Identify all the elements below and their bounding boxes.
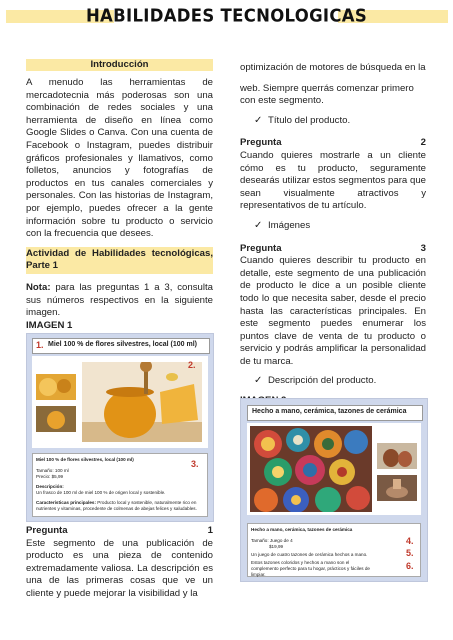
image2-title: Hecho a mano, cerámica, tazones de cerámica (252, 408, 407, 415)
card1-size: Tamaño: 100 ml (36, 468, 69, 473)
image2-marker-6: 6. (406, 561, 414, 571)
image1-marker-2: 2. (188, 360, 196, 370)
question-2-header (240, 137, 426, 150)
card2-features: Estos tazones coloridos y hechos a mano son el complemento perfecto para tu hogar, prácticos y fáciles de limpiar. (251, 560, 370, 577)
pottery-wheel-thumbnail (377, 475, 417, 501)
honeycomb-thumbnail (36, 374, 76, 400)
question-2-label: Pregunta (240, 137, 282, 149)
page-title: HABILIDADES TECNOLOGICAS (85, 5, 368, 26)
card1-price: Precio: $5,99 (36, 474, 64, 479)
image2-marker-5: 5. (406, 548, 414, 558)
question-1-block (26, 525, 213, 601)
image1-marker-1: 1. (36, 340, 44, 350)
continued-text-2: web. Siempre querrás comenzar primero con este segmento. (240, 82, 414, 107)
note-label: Nota: (26, 281, 51, 293)
bowls-photo (250, 426, 372, 512)
intro-paragraph: A menudo las herramientas de mercadotecnia más poderosas son una combinación de redes sociales y una herramienta de diseño en línea como Google Slides o Canva. Con una cuenta de Facebook o Instagram, puedes distribuir gráficos profesionales y llamativos, como folletos, anuncios y fotografías de productos en tus canales comerciales y personales. Con las historias de Instagram, por ejemplo, puedes ofrecer a la gente información sobre tu producto o servicio con la frecuencia que desees. (26, 77, 213, 240)
image2-photo-area (247, 423, 421, 515)
continued-text-1: optimización de motores de búsqueda en la (240, 62, 426, 73)
card2-price: $19,99 (269, 544, 284, 549)
note-paragraph (26, 282, 213, 320)
note-text: para las preguntas 1 a 3, consulta sus números respectivos en la siguiente imagen. (26, 281, 213, 319)
image1-label: IMAGEN 1 (26, 319, 73, 331)
image1-marker-3: 3. (191, 459, 199, 469)
question-1-text: Este segmento de una publicación de producto es una pieza de contenido extremadamente valiosa. La descripción es una de las primeras cosas que ve un cliente y puede mejorar la visibilidad y la (26, 537, 213, 599)
checkmark-icon: ✓ (254, 375, 263, 387)
question-3-text: Cuando quieres describir tu producto en detalle, este segmento de una publicación de producto le dice a un posible cliente todo lo que necesita saber, desde el precio hasta las características principales. En este segmento puedes enumerar los puntos clave de venta de tu producto o servicio y podrás amplificar la personalidad de tu marca. (240, 255, 426, 367)
image1-photo-area (32, 356, 208, 448)
answer-3-item (254, 375, 426, 388)
question-1-label: Pregunta (26, 525, 68, 536)
card1-features-text: Producto local y sostenible, naturalmente rico en nutrientes y vitaminas, procedente de colmenas de abejas felices y saludables. (36, 500, 197, 511)
answer-1-text: Título del producto. (268, 114, 351, 126)
activity-title: Actividad de Habilidades tecnológicas, Parte 1 (26, 247, 213, 274)
left-column (26, 59, 213, 332)
image1-product-card (32, 453, 208, 517)
question-2-number: 2 (420, 137, 426, 149)
question-1-header (26, 525, 213, 538)
image1-title: Miel 100 % de flores silvestres, local (100 ml) (48, 341, 198, 348)
honey-thumbnail (36, 406, 76, 432)
question-3-header (240, 243, 426, 256)
answer-3-text: Descripción del producto. (268, 375, 377, 387)
card1-desc-label: Descripción: (36, 484, 64, 489)
question-3-label: Pregunta (240, 242, 282, 254)
card1-features-label: Características principales: (36, 500, 97, 505)
card1-features (36, 500, 204, 512)
intro-heading: Introducción (26, 59, 213, 71)
image2-title-box (247, 405, 423, 421)
honey-jar-photo (82, 362, 202, 442)
image1-figure (26, 333, 214, 522)
image2-figure (240, 398, 428, 582)
card2-desc: Un juego de cuatro tazones de cerámica hechos a mano. (251, 552, 368, 557)
checkmark-icon: ✓ (254, 219, 263, 231)
answer-2-text: Imágenes (268, 219, 311, 231)
answer-2-item (254, 220, 426, 233)
question-3-number: 3 (420, 242, 426, 254)
image2-product-card (247, 523, 421, 577)
checkmark-icon: ✓ (254, 114, 263, 126)
card2-size: Tamaño: Juego de 4 (251, 538, 293, 543)
card1-desc-text: Un frasco de 100 ml de miel 100 % de origen local y sostenible. (36, 490, 166, 495)
image2-marker-4: 4. (406, 536, 414, 546)
right-column (240, 62, 426, 408)
card1-title: Miel 100 % de flores silvestres, local (100 ml) (36, 457, 134, 462)
answer-1-item (254, 115, 426, 128)
image1-title-box (32, 338, 210, 354)
question-1-number: 1 (207, 525, 213, 536)
card2-title: Hecho a mano, cerámica, tazones de cerámica (251, 527, 353, 532)
vases-thumbnail (377, 443, 417, 469)
question-2-text: Cuando quieres mostrarle a un cliente cómo es tu producto, seguramente desearás utilizar estos segmentos para que sean visualmente atractivos y representativos de tu artículo. (240, 149, 426, 212)
